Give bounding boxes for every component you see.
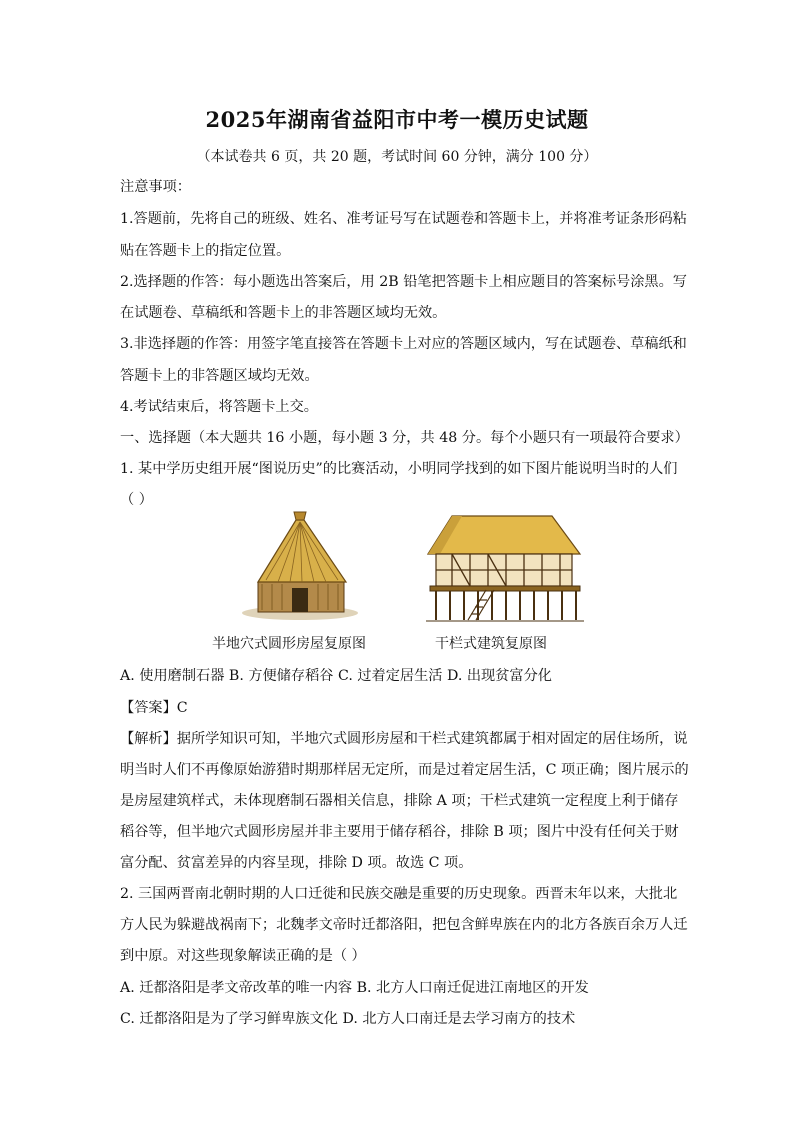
- q2-stem-line-1: 2. 三国两晋南北朝时期的人口迁徙和民族交融是重要的历史现象。西晋末年以来，大批北: [120, 886, 678, 902]
- q1-explanation-line-3: 是房屋建筑样式，未体现磨制石器相关信息，排除 A 项；干栏式建筑一定程度上利于储存: [120, 793, 679, 809]
- notice-item-2-line-2: 在试题卷、草稿纸和答题卡上的非答题区域均无效。: [120, 305, 447, 321]
- section-heading: 一、选择题（本大题共 16 小题，每小题 3 分，共 48 分。每个小题只有一项最符合要求）: [120, 430, 689, 446]
- round-house-illustration: [242, 512, 358, 620]
- exam-info: （本试卷共 6 页，共 20 题，考试时间 60 分钟，满分 100 分）: [196, 149, 598, 165]
- q1-stem-line-2: （ ）: [120, 492, 153, 508]
- q1-answer: 【答案】C: [120, 700, 188, 716]
- q1-explanation-line-2: 明当时人们不再像原始游猎时期那样居无定所，而是过着定居生活，C 项正确；图片展示的: [120, 762, 689, 778]
- q2-stem-line-2: 方人民为躲避战祸南下；北魏孝文帝时迁都洛阳，把包含鲜卑族在内的北方各族百余万人迁: [120, 917, 688, 933]
- q1-options: A. 使用磨制石器 B. 方便储存稻谷 C. 过着定居生活 D. 出现贫富分化: [120, 668, 552, 684]
- house-illustrations: [200, 510, 600, 630]
- page-title: 2025年湖南省益阳市中考一模历史试题: [205, 107, 589, 132]
- q1-explanation-line-4: 稻谷等，但半地穴式圆形房屋并非主要用于储存稻谷，排除 B 项；图片中没有任何关于财: [120, 824, 679, 840]
- notice-item-3-line-2: 答题卡上的非答题区域均无效。: [120, 368, 319, 384]
- notice-item-1-line-2: 贴在答题卡上的指定位置。: [120, 243, 291, 259]
- q2-options-line-1: A. 迁都洛阳是孝文帝改革的唯一内容 B. 北方人口南迁促进江南地区的开发: [120, 980, 589, 996]
- q1-explanation-line-5: 富分配、贫富差异的内容呈现，排除 D 项。故选 C 项。: [120, 855, 473, 871]
- notice-item-2-line-1: 2.选择题的作答：每小题选出答案后，用 2B 铅笔把答题卡上相应题目的答案标号涂黑。写: [120, 274, 687, 290]
- caption-stilt-house: 干栏式建筑复原图: [435, 636, 547, 652]
- stilt-house-illustration: [426, 516, 584, 621]
- q1-stem-line-1: 1. 某中学历史组开展“图说历史”的比赛活动，小明同学找到的如下图片能说明当时的人们: [120, 461, 678, 477]
- notice-item-3-line-1: 3.非选择题的作答：用签字笔直接答在答题卡上对应的答题区域内，写在试题卷、草稿纸和: [120, 336, 687, 352]
- notice-item-4: 4.考试结束后，将答题卡上交。: [120, 399, 318, 415]
- q2-stem-line-3: 到中原。对这些现象解读正确的是（ ）: [120, 948, 366, 964]
- notice-item-1-line-1: 1.答题前，先将自己的班级、姓名、准考证号写在试题卷和答题卡上，并将准考证条形码粘: [120, 211, 687, 227]
- q1-explanation-line-1: 【解析】据所学知识可知，半地穴式圆形房屋和干栏式建筑都属于相对固定的居住场所，说: [120, 731, 688, 747]
- caption-round-house: 半地穴式圆形房屋复原图: [212, 636, 366, 652]
- notice-heading: 注意事项：: [120, 179, 191, 195]
- q2-options-line-2: C. 迁都洛阳是为了学习鲜卑族文化 D. 北方人口南迁是去学习南方的技术: [120, 1011, 576, 1027]
